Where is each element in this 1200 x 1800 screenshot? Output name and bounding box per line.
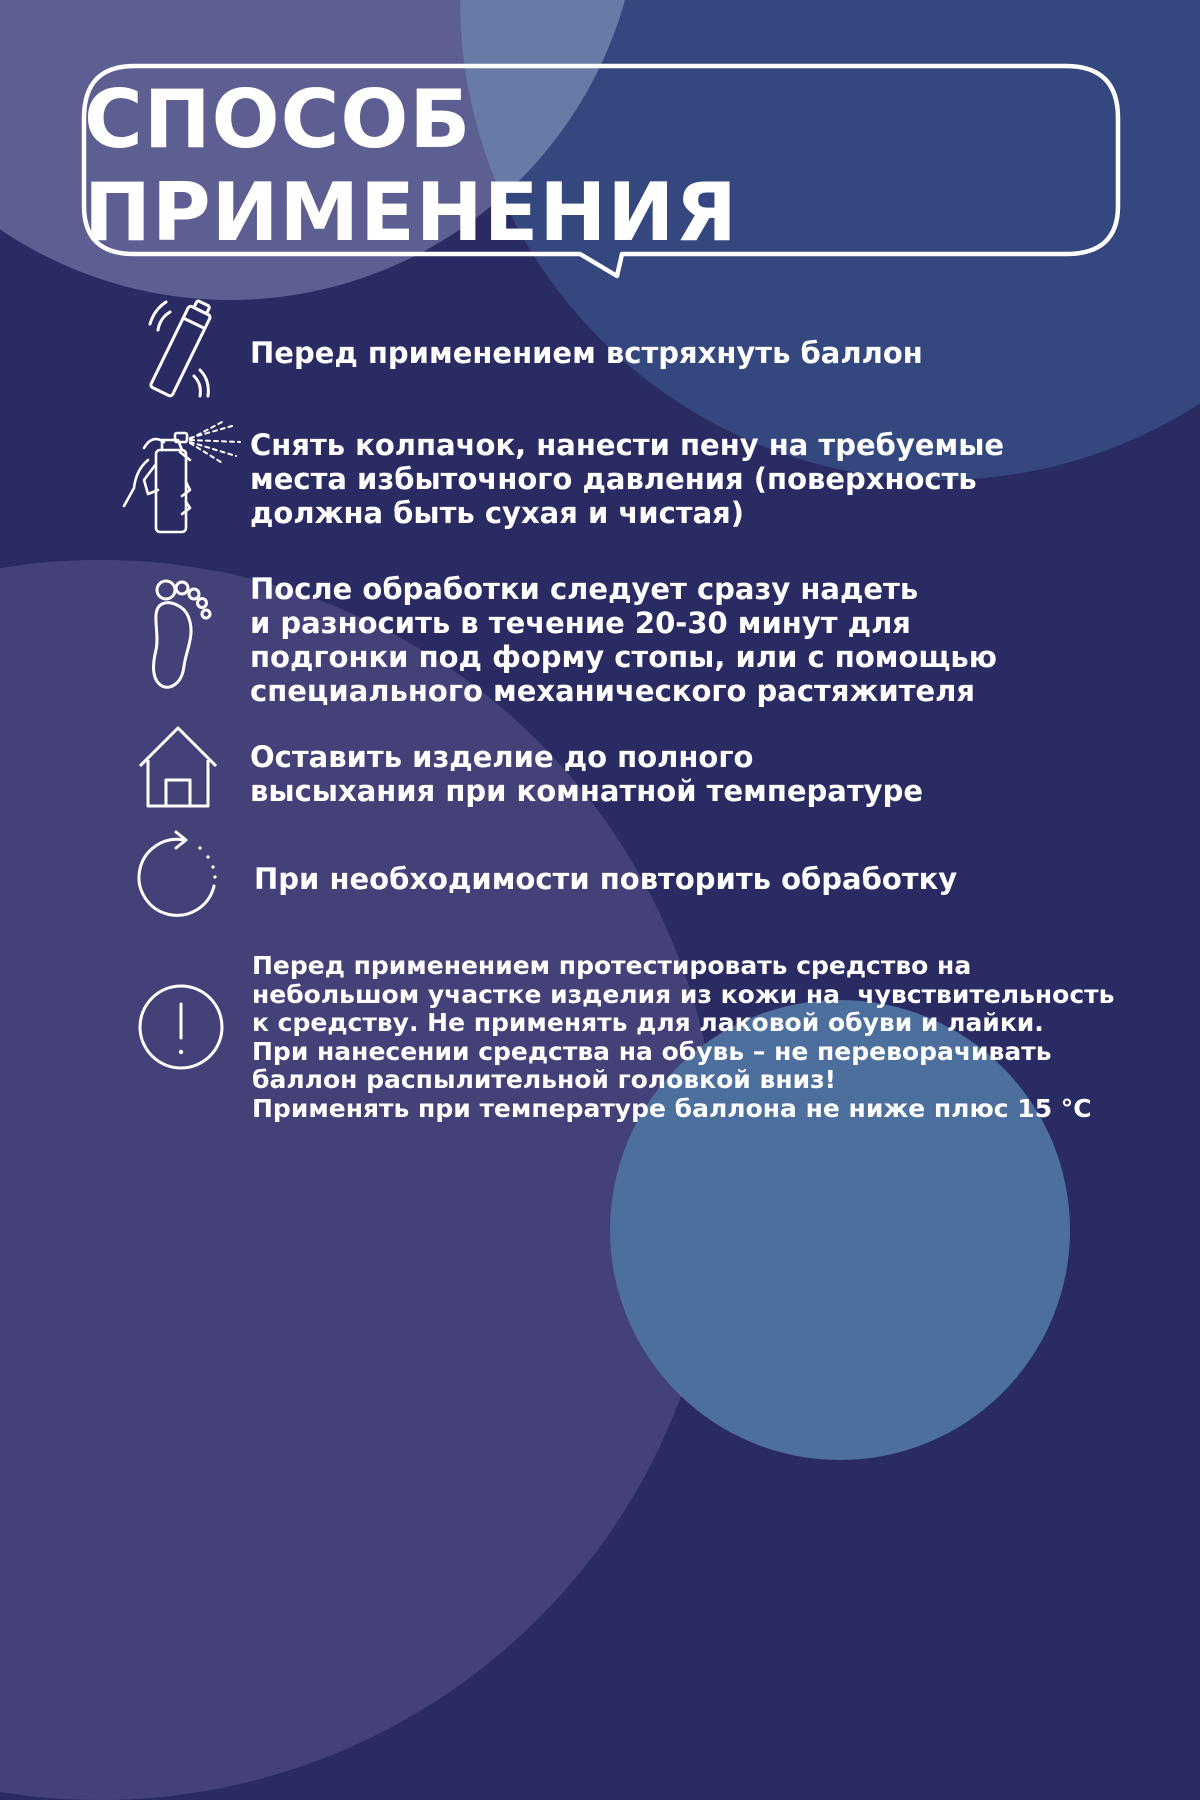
house-icon (136, 724, 220, 810)
step-text: Оставить изделие до полного высыхания при комнатной температуре (250, 740, 924, 808)
step-text: После обработки следует сразу надеть и разносить в течение 20-30 минут для подгонки под форму стопы, или с помощью специального механического растяжителя (250, 572, 997, 708)
step-text: Перед применением встряхнуть баллон (250, 336, 923, 370)
shaking-spray-can-icon (128, 292, 228, 412)
step-text: При необходимости повторить обработку (254, 862, 958, 896)
step-text: Снять колпачок, нанести пену на требуемые места избыточного давления (поверхность должна быть сухая и чистая) (250, 428, 1005, 530)
warning-text: Перед применением протестировать средство на небольшом участке изделия из кожи на чувствительность к средству. Не применять для лаковой обуви и лайки. При нанесении средства на обувь – не переворачивать баллон распылительной головкой вниз! Применять при температуре баллона не ниже плюс 15 °С (252, 951, 1115, 1123)
page-title: СПОСОБ ПРИМЕНЕНИЯ (84, 73, 738, 259)
exclamation-circle-icon (136, 982, 226, 1072)
hand-spraying-icon (118, 420, 248, 538)
repeat-circle-icon (134, 830, 224, 924)
foot-icon (140, 570, 220, 694)
